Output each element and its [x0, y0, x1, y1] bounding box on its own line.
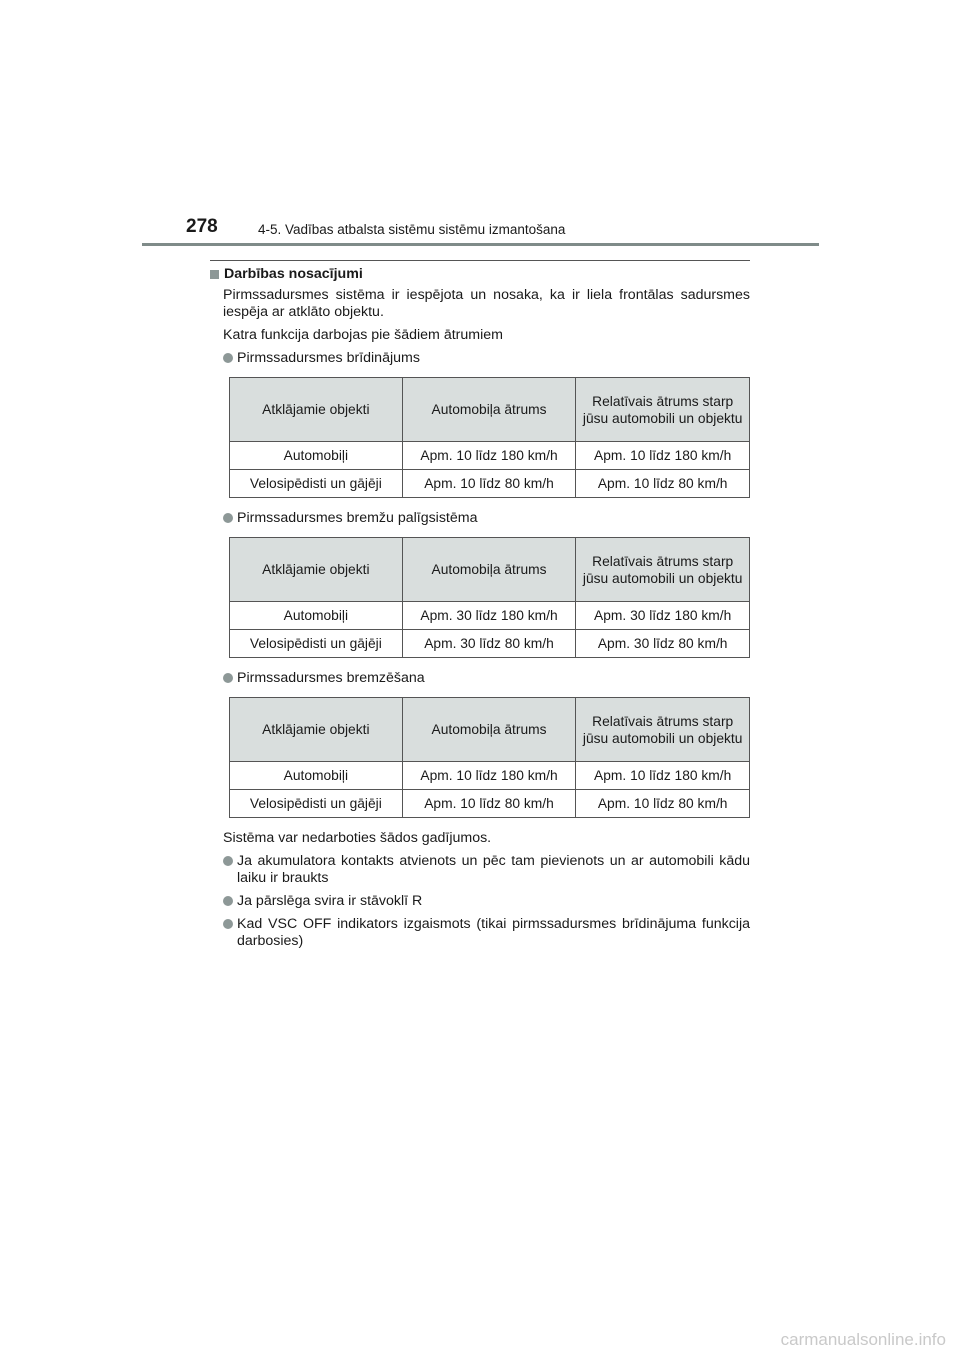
- table-cell: Apm. 30 līdz 180 km/h: [576, 602, 750, 630]
- limitation-text: Ja akumulatora kontakts atvienots un pēc tam pievienots un ar automobili kādu laiku ir braukts: [237, 853, 750, 886]
- speed-table-brake-assist: [229, 537, 750, 658]
- table-row: [230, 470, 750, 498]
- round-bullet-icon: [223, 919, 233, 929]
- header-rule: [142, 243, 819, 246]
- limitation-item: [223, 893, 750, 910]
- function-name: Pirmssadursmes bremžu palīgsistēma: [237, 510, 478, 526]
- header-vehicle-speed: Automobiļa ātrums: [402, 538, 576, 602]
- table-row: [230, 442, 750, 470]
- speed-table-braking: [229, 697, 750, 818]
- watermark: carmanualsonline.info: [780, 1330, 946, 1349]
- table-row: [230, 790, 750, 818]
- section-rule: [210, 260, 750, 261]
- page-content: [210, 266, 750, 956]
- table-cell: Apm. 10 līdz 80 km/h: [402, 470, 576, 498]
- round-bullet-icon: [223, 896, 233, 906]
- square-bullet-icon: [210, 270, 219, 279]
- table-cell: Apm. 10 līdz 180 km/h: [576, 442, 750, 470]
- table-cell: Apm. 10 līdz 80 km/h: [402, 790, 576, 818]
- table-cell: Apm. 10 līdz 80 km/h: [576, 470, 750, 498]
- table-row: [230, 762, 750, 790]
- table-row: [230, 602, 750, 630]
- header-relative-speed: Relatīvais ātrums starp jūsu automobili un objektu: [576, 538, 750, 602]
- table-cell: Automobiļi: [230, 602, 403, 630]
- section-title-text: Darbības nosacījumi: [224, 266, 363, 282]
- limitation-text: Kad VSC OFF indikators izgaismots (tikai pirmssadursmes brīdinājuma funkcija darbosies): [237, 916, 750, 949]
- table-cell: Velosipēdisti un gājēji: [230, 630, 403, 658]
- function-name: Pirmssadursmes bremzēšana: [237, 670, 425, 686]
- table-header-row: [230, 538, 750, 602]
- header-detected-objects: Atklājamie objekti: [230, 698, 403, 762]
- speeds-intro-paragraph: Katra funkcija darbojas pie šādiem ātrumiem: [223, 327, 503, 343]
- table-cell: Apm. 30 līdz 80 km/h: [402, 630, 576, 658]
- round-bullet-icon: [223, 353, 233, 363]
- header-detected-objects: Atklājamie objekti: [230, 378, 403, 442]
- function-bullet: [223, 510, 750, 527]
- page-number: 278: [186, 216, 218, 237]
- intro-paragraph: Pirmssadursmes sistēma ir iespējota un nosaka, ka ir liela frontālas sadursmes iespēja ar atklāto objektu.: [223, 287, 750, 320]
- function-name: Pirmssadursmes brīdinājums: [237, 350, 420, 366]
- speed-table-warning: [229, 377, 750, 498]
- header-vehicle-speed: Automobiļa ātrums: [402, 378, 576, 442]
- limitations-intro: Sistēma var nedarboties šādos gadījumos.: [223, 830, 492, 846]
- round-bullet-icon: [223, 856, 233, 866]
- table-cell: Velosipēdisti un gājēji: [230, 470, 403, 498]
- table-cell: Automobiļi: [230, 762, 403, 790]
- table-cell: Automobiļi: [230, 442, 403, 470]
- table-cell: Apm. 30 līdz 180 km/h: [402, 602, 576, 630]
- table-row: [230, 630, 750, 658]
- header-detected-objects: Atklājamie objekti: [230, 538, 403, 602]
- table-cell: Apm. 10 līdz 180 km/h: [402, 762, 576, 790]
- header-relative-speed: Relatīvais ātrums starp jūsu automobili un objektu: [576, 698, 750, 762]
- table-cell: Apm. 10 līdz 180 km/h: [402, 442, 576, 470]
- running-header: 4-5. Vadības atbalsta sistēmu sistēmu izmantošana: [258, 222, 566, 237]
- header-relative-speed: Relatīvais ātrums starp jūsu automobili un objektu: [576, 378, 750, 442]
- function-bullet: [223, 350, 750, 367]
- limitation-text: Ja pārslēga svira ir stāvoklī R: [237, 893, 423, 909]
- table-cell: Apm. 10 līdz 80 km/h: [576, 790, 750, 818]
- table-cell: Apm. 10 līdz 180 km/h: [576, 762, 750, 790]
- limitation-item: [223, 916, 750, 950]
- header-vehicle-speed: Automobiļa ātrums: [402, 698, 576, 762]
- function-bullet: [223, 670, 750, 687]
- table-cell: Velosipēdisti un gājēji: [230, 790, 403, 818]
- table-cell: Apm. 30 līdz 80 km/h: [576, 630, 750, 658]
- table-header-row: [230, 698, 750, 762]
- section-title: [210, 266, 750, 283]
- round-bullet-icon: [223, 513, 233, 523]
- limitation-item: [223, 853, 750, 887]
- table-header-row: [230, 378, 750, 442]
- round-bullet-icon: [223, 673, 233, 683]
